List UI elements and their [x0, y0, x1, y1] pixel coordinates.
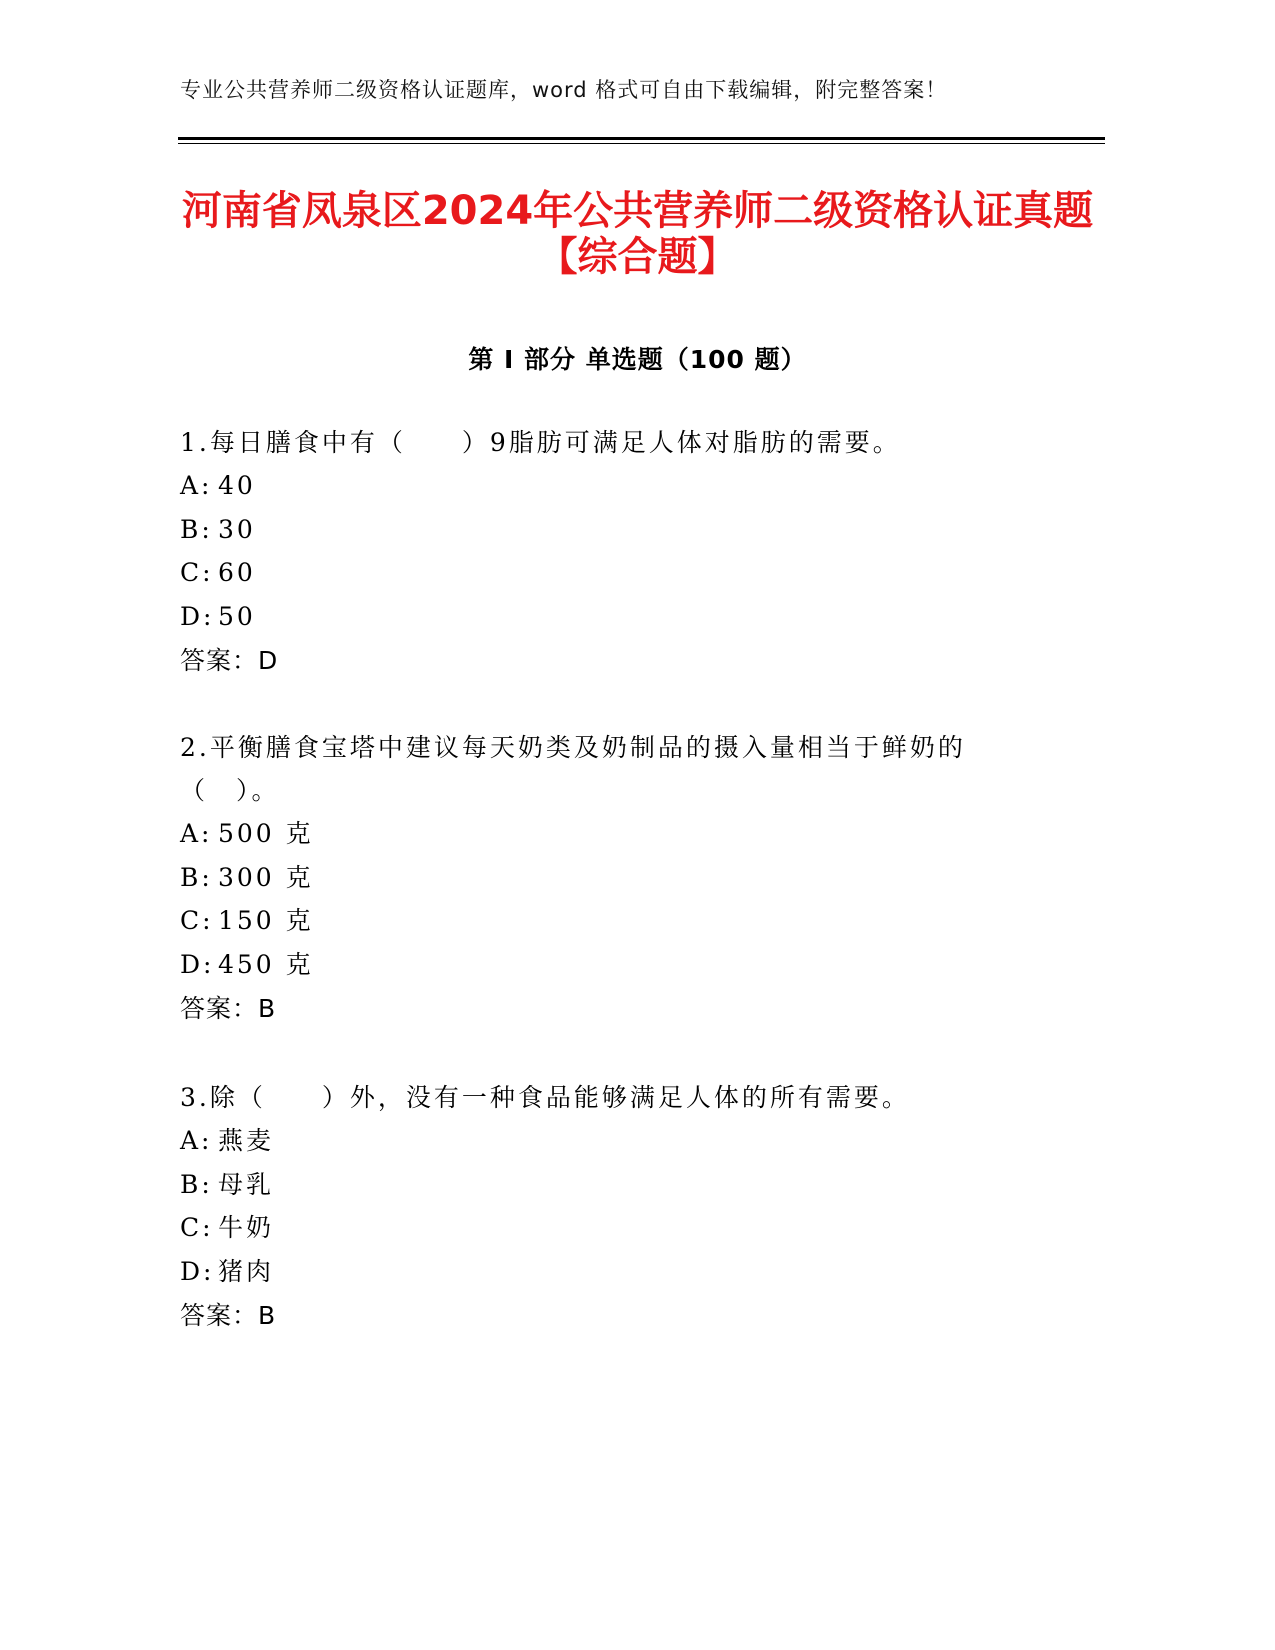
- option-b: [180, 856, 990, 900]
- option-text: 450 克: [218, 950, 314, 980]
- option-text: 牛奶: [218, 1213, 275, 1243]
- header-note: 专业公共营养师二级资格认证题库，word 格式可自由下载编辑，附完整答案！: [180, 78, 948, 102]
- option-text: 300 克: [218, 862, 314, 892]
- option-b: [180, 1163, 1010, 1207]
- option-b: [180, 508, 1010, 552]
- option-a: [180, 812, 990, 856]
- option-a: [180, 1119, 1010, 1163]
- option-d: [180, 943, 990, 987]
- option-letter: D:: [180, 1257, 215, 1287]
- question-1: [180, 421, 1010, 682]
- option-text: 500 克: [218, 819, 314, 848]
- option-d: [180, 595, 1010, 639]
- option-letter: A:: [180, 819, 213, 848]
- option-letter: A:: [180, 471, 213, 500]
- question-2: [180, 726, 990, 1030]
- option-letter: B:: [180, 514, 213, 544]
- question-3: [180, 1076, 1010, 1337]
- option-letter: B:: [180, 1169, 213, 1199]
- option-letter: C:: [180, 1213, 214, 1243]
- header-rule-thin: [178, 143, 1105, 144]
- option-letter: B:: [180, 862, 213, 892]
- option-text: 60: [218, 558, 256, 588]
- question-stem: 2.平衡膳食宝塔中建议每天奶类及奶制品的摄入量相当于鲜奶的（ ）。: [180, 733, 966, 805]
- question-stem: 1.每日膳食中有（ ）9脂肪可满足人体对脂肪的需要。: [180, 428, 901, 457]
- option-d: [180, 1250, 1010, 1294]
- question-stem: 3.除（ ）外，没有一种食品能够满足人体的所有需要。: [180, 1083, 910, 1112]
- option-c: [180, 1206, 1010, 1250]
- answer: 答案：D: [180, 645, 279, 675]
- option-text: 50: [218, 602, 256, 632]
- option-letter: D:: [180, 950, 215, 980]
- option-c: [180, 899, 990, 943]
- document-title: 河南省凤泉区2024年公共营养师二级资格认证真题【综合题】: [181, 188, 1094, 280]
- option-text: 母乳: [218, 1169, 275, 1199]
- option-text: 150 克: [218, 906, 314, 936]
- option-text: 40: [218, 471, 256, 500]
- header-rule-thick: [178, 137, 1105, 140]
- section-heading: 第 I 部分 单选题（100 题）: [468, 345, 807, 374]
- option-letter: C:: [180, 558, 214, 588]
- option-letter: C:: [180, 906, 214, 936]
- option-letter: D:: [180, 602, 215, 632]
- answer: 答案：B: [180, 1300, 277, 1330]
- option-a: [180, 464, 1010, 508]
- option-text: 30: [218, 514, 256, 544]
- option-c: [180, 551, 1010, 595]
- option-letter: A:: [180, 1126, 213, 1155]
- option-text: 猪肉: [218, 1257, 275, 1287]
- answer: 答案：B: [180, 993, 277, 1023]
- option-text: 燕麦: [218, 1126, 275, 1155]
